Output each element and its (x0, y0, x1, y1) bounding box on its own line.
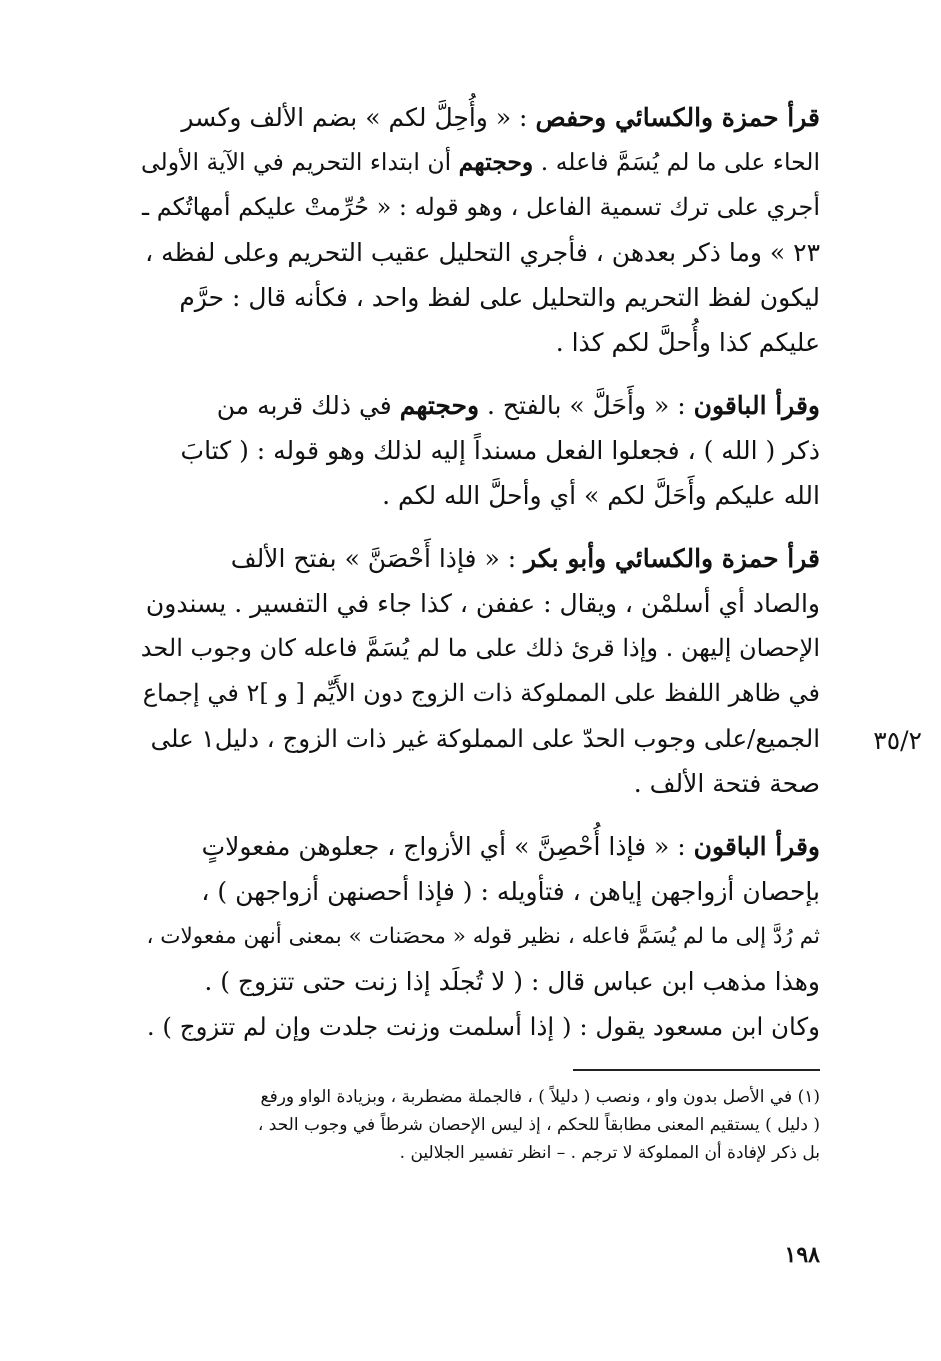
reader-names: قرأ حمزة والكسائي وأبو بكر (524, 544, 820, 573)
page-number: ١٩٨ (784, 1242, 820, 1268)
text-line: ٢٣ » وما ذكر بعدهن ، فأجري التحليل عقيب التحريم وعلى لفظه ، (145, 238, 820, 267)
text-line: وهذا مذهب ابن عباس قال : ( لا تُجلَد إذا زنت حتى تتزوج ) . (204, 967, 820, 996)
paragraph-1 (140, 95, 820, 365)
reader-names: قرأ حمزة والكسائي وحفص (535, 103, 820, 132)
text-line: الجميع/على وجوب الحدّ على المملوكة غير ذات الزوج ، دليل١ على (150, 724, 820, 753)
text-line: وقرأ الباقون : « وأَحَلَّ » بالفتح . وحجتهم في ذلك قربه من (216, 391, 820, 420)
paragraph-3 (140, 536, 820, 806)
text-line: الله عليكم وأَحَلَّ لكم » أي وأحلَّ الله لكم . (382, 481, 820, 510)
text-line: الحاء على ما لم يُسَمَّ فاعله . وحجتهم أن ابتداء التحريم في الآية الأولى (140, 148, 820, 176)
footnote-line: (١) في الأصل بدون واو ، ونصب ( دليلاً ) ، فالجملة مضطربة ، وبزيادة الواو ورفع (260, 1087, 820, 1107)
text-line: بإحصان أزواجهن إياهن ، فتأويله : ( فإذا أحصنهن أزواجهن ) ، (201, 877, 820, 906)
reader-names: وقرأ الباقون (693, 832, 820, 861)
footnote-line: ( دليل ) يستقيم المعنى مطابقاً للحكم ، إذ ليس الإحصان شرطاً في وجوب الحد ، (257, 1115, 820, 1135)
text-line: ثم رُدَّ إلى ما لم يُسَمَّ فاعله ، نظير قوله « محصَنات » بمعنى أنهن مفعولات ، (146, 924, 820, 949)
evidence-label: وحجتهم (458, 148, 534, 176)
text-line: قرأ حمزة والكسائي وأبو بكر : « فإذا أَحْصَنَّ » بفتح الألف (230, 544, 820, 573)
paragraph-4 (140, 824, 820, 1049)
main-text (140, 95, 820, 1067)
footnotes (140, 1083, 820, 1167)
footnote-line: بل ذكر لإفادة أن المملوكة لا ترجم . – انظر تفسير الجلالين . (399, 1143, 820, 1163)
reader-names: وقرأ الباقون (693, 391, 820, 420)
text-line: قرأ حمزة والكسائي وحفص : « وأُحِلَّ لكم » بضم الألف وكسر (181, 103, 820, 132)
text-line: وكان ابن مسعود يقول : ( إذا أسلمت وزنت جلدت وإن لم تتزوج ) . (146, 1012, 820, 1041)
text-line: الإحصان إليهن . وإذا قرئ ذلك على ما لم يُسَمَّ فاعله كان وجوب الحد (140, 634, 820, 662)
text-line: صحة فتحة الألف . (633, 769, 820, 798)
text-line: عليكم كذا وأُحلَّ لكم كذا . (555, 328, 820, 357)
text-line: ذكر ( الله ) ، فجعلوا الفعل مسنداً إليه لذلك وهو قوله : ( كتابَ (180, 436, 820, 465)
margin-folio-reference: ٣٥/٢ (873, 726, 922, 755)
footnote-divider (573, 1069, 820, 1071)
text-line: ليكون لفظ التحريم والتحليل على لفظ واحد ، فكأنه قال : حرَّم (179, 283, 820, 312)
paragraph-2 (140, 383, 820, 518)
text-line: وقرأ الباقون : « فإذا أُحْصِنَّ » أي الأزواج ، جعلوهن مفعولاتٍ (201, 832, 820, 861)
text-line: والصاد أي أسلمْن ، ويقال : عففن ، كذا جاء في التفسير . يسندون (145, 589, 820, 618)
evidence-label: وحجتهم (399, 391, 480, 420)
text-line: في ظاهر اللفظ على المملوكة ذات الزوج دون الأَيِّم [ و ]٢ في إجماع (142, 679, 820, 707)
text-line: أجري على ترك تسمية الفاعل ، وهو قوله : « حُرِّمتْ عليكم أمهاتُكم ـ (142, 193, 820, 221)
